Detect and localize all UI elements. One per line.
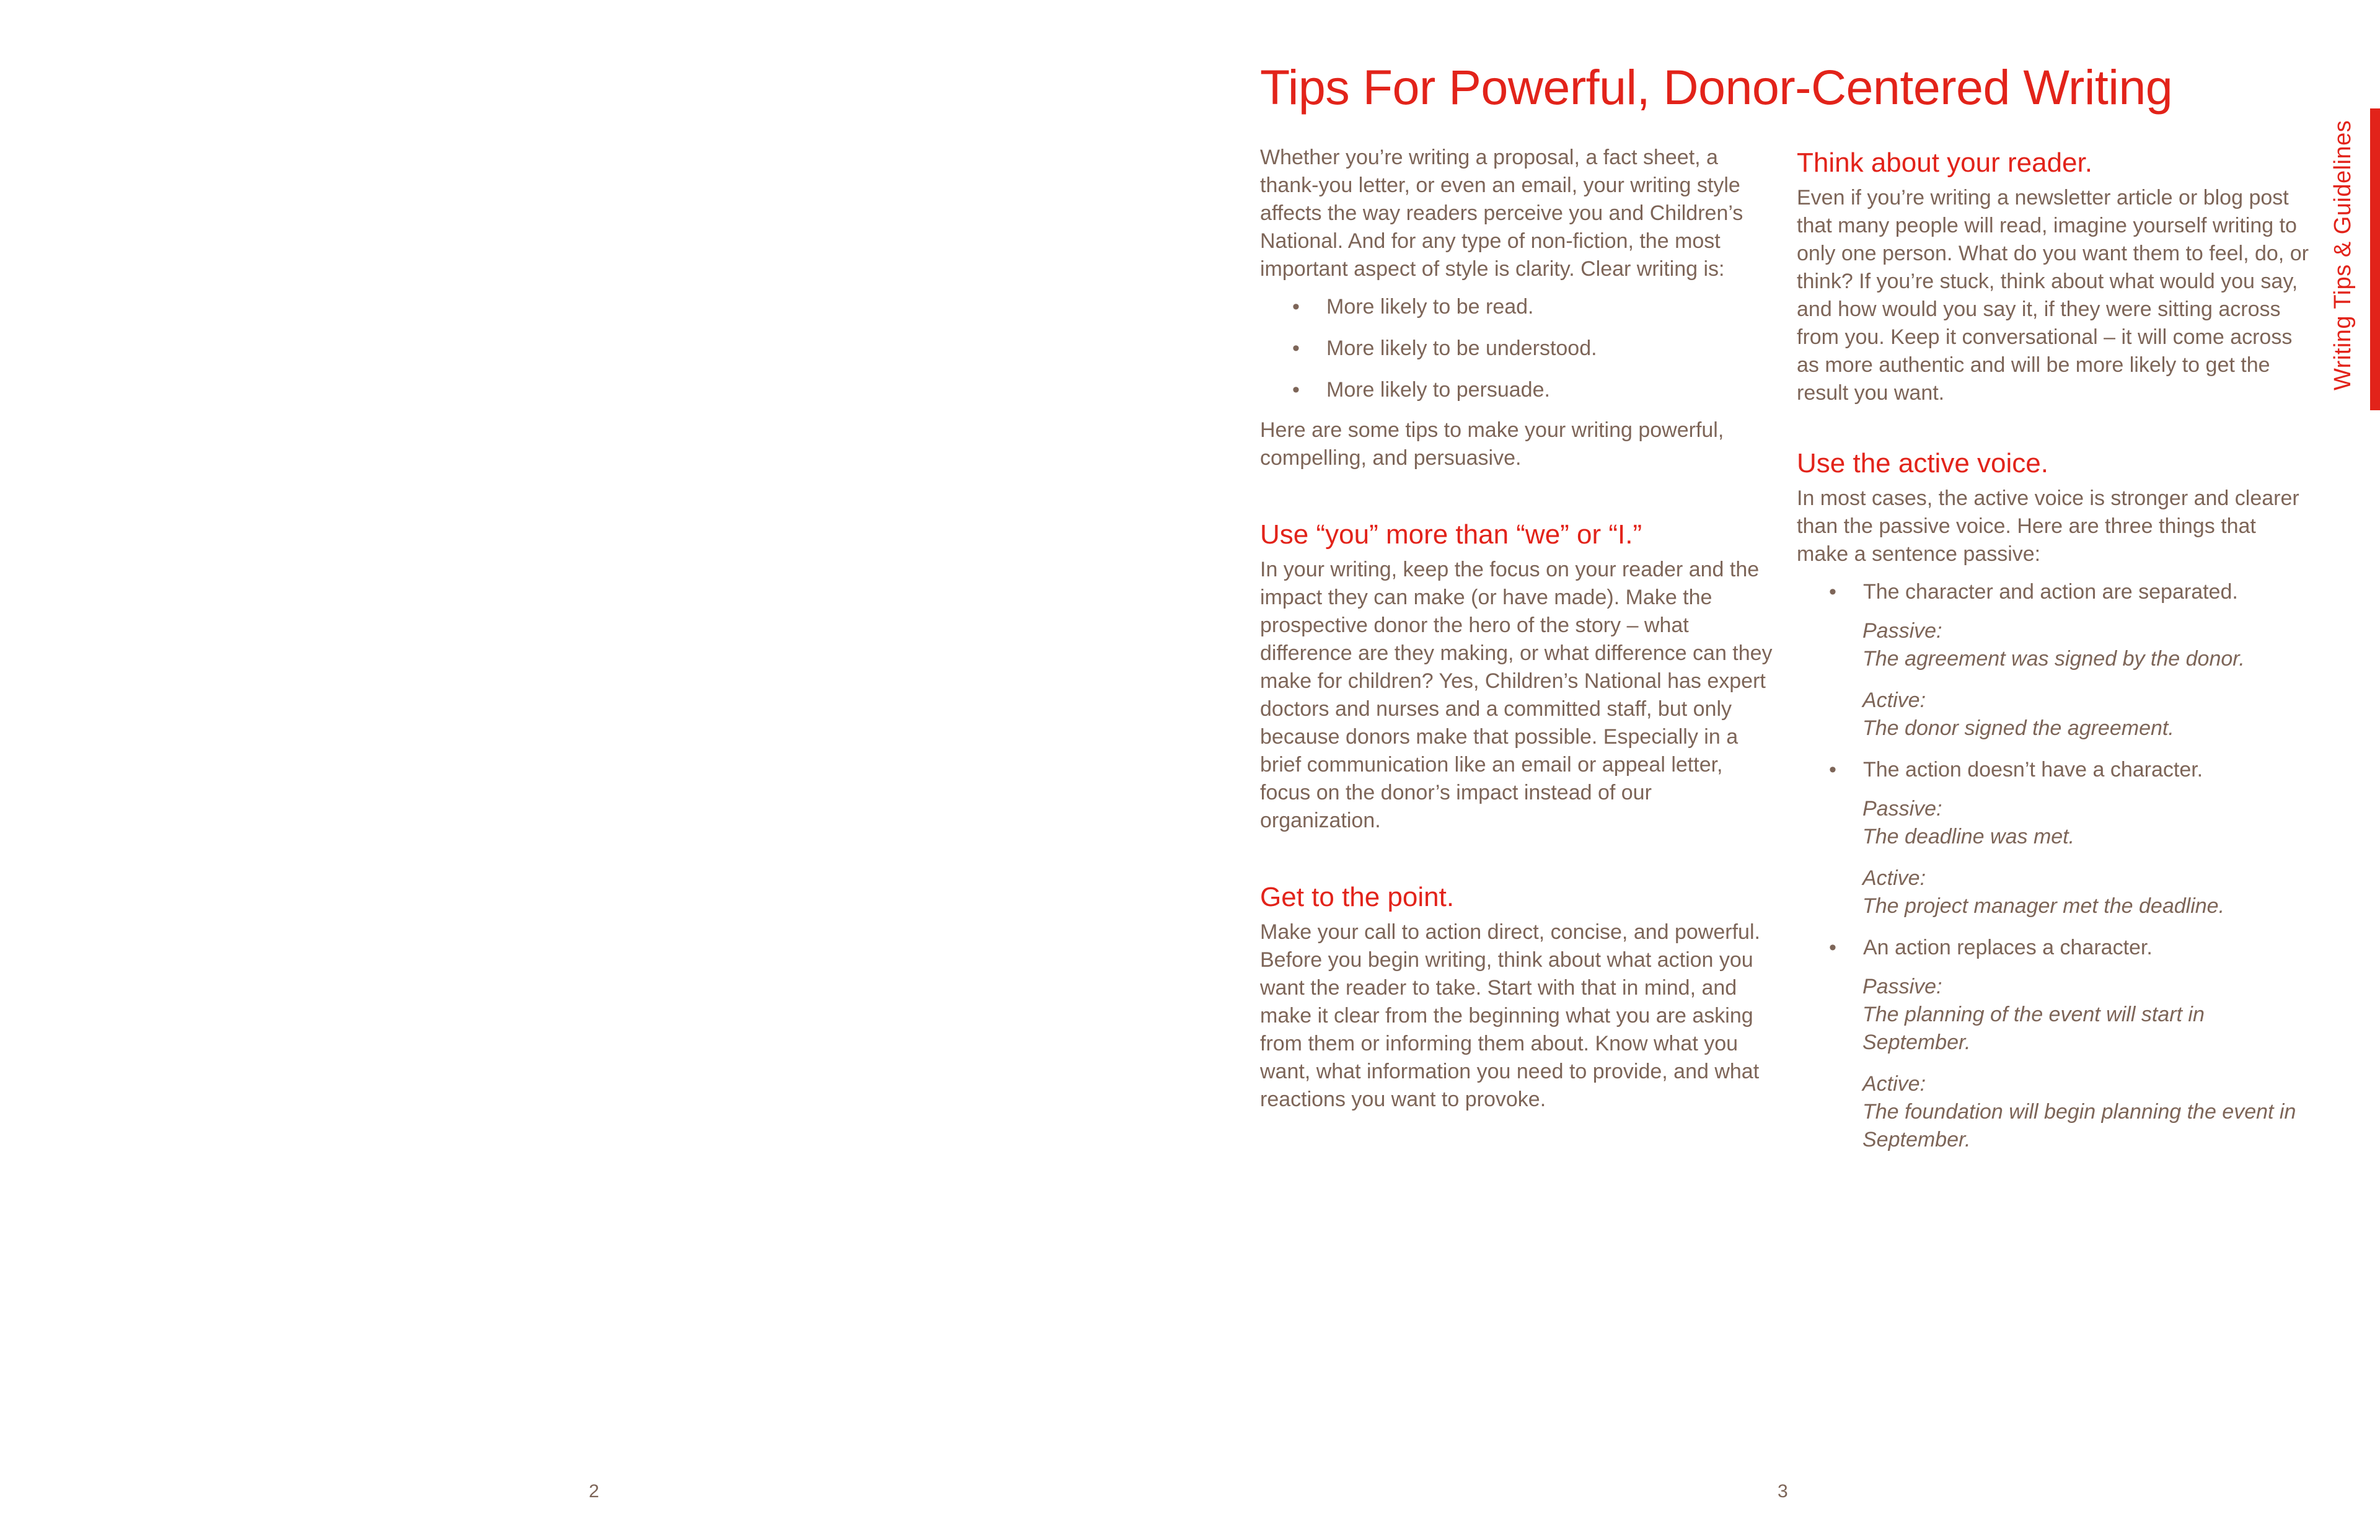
- example-passive: Passive: The agreement was signed by the donor.: [1862, 619, 2245, 671]
- section-body: Even if you’re writing a newsletter article or blog post that many people will read, imagine yourself writing to only one person. What do you want them to feel, do, or think? If you’re stuck, think about what would you say, and how would you say it, if they were sitting across from you. Keep it conversational – it will come across as more authentic and will be more likely to get the result you want.: [1797, 186, 2309, 405]
- bullet-icon: •: [1292, 337, 1300, 360]
- section-active-voice: [1797, 446, 2311, 1154]
- page-number-right: 3: [1778, 1481, 1788, 1502]
- page-number-left: 2: [589, 1481, 599, 1502]
- bullet-icon: •: [1292, 295, 1300, 319]
- page-title: Tips For Powerful, Donor-Centered Writing: [1260, 59, 2173, 115]
- section-heading: Think about your reader.: [1797, 147, 2092, 178]
- left-column: [1260, 144, 1774, 1114]
- section-body: In most cases, the active voice is stronger and clearer than the passive voice. Here are three things that make a sentence passive:: [1797, 486, 2299, 566]
- intro-closing: Here are some tips to make your writing powerful, compelling, and persuasive.: [1260, 418, 1724, 470]
- right-column: [1797, 146, 2311, 1154]
- example-active: Active: The donor signed the agreement.: [1862, 689, 2174, 740]
- passive-causes-list: [1797, 934, 2311, 962]
- passive-causes-list: [1797, 756, 2311, 784]
- section-heading: Get to the point.: [1260, 882, 1455, 912]
- section-heading: Use the active voice.: [1797, 448, 2048, 478]
- list-item: • The character and action are separated.: [1797, 578, 2311, 606]
- clarity-benefits-list: [1260, 293, 1774, 404]
- list-item: • More likely to be read.: [1260, 293, 1774, 321]
- bullet-icon: •: [1292, 378, 1300, 402]
- bullet-icon: •: [1829, 580, 1836, 604]
- section-tab-label: Writing Tips & Guidelines: [2330, 120, 2356, 390]
- list-item: • More likely to be understood.: [1260, 335, 1774, 363]
- list-item: • An action replaces a character.: [1797, 934, 2311, 962]
- section-body: Make your call to action direct, concise, and powerful. Before you begin writing, think about what action you want the reader to take. Start with that in mind, and make it clear from the beginning what you are asking from them or informing them about. Know what you want, what information you need to provide, and what reactions you want to provoke.: [1260, 920, 1760, 1111]
- bullet-icon: •: [1829, 758, 1836, 781]
- example-active: Active: The project manager met the deadline.: [1862, 866, 2225, 918]
- example-passive: Passive: The deadline was met.: [1862, 797, 2075, 848]
- section-you-more-than-we: [1260, 517, 1774, 835]
- section-body: In your writing, keep the focus on your reader and the impact they can make (or have made). Make the prospective donor the hero of the story – what difference are they making, or what difference can they make for children? Yes, Children’s National has expert doctors and nurses and a committed staff, but only because donors make that possible. Especially in a brief communication like an email or appeal letter, focus on the donor’s impact instead of our organization.: [1260, 558, 1773, 832]
- list-item: • The action doesn’t have a character.: [1797, 756, 2311, 784]
- section-heading: Use “you” more than “we” or “I.”: [1260, 519, 1642, 550]
- example-active: Active: The foundation will begin planning the event in September.: [1862, 1072, 2296, 1151]
- bullet-icon: •: [1829, 936, 1836, 959]
- passive-causes-list: [1797, 578, 2311, 606]
- section-think-reader: [1797, 146, 2311, 407]
- section-get-to-point: [1260, 880, 1774, 1114]
- example-passive: Passive: The planning of the event will start in September.: [1862, 975, 2205, 1054]
- intro-paragraph: Whether you’re writing a proposal, a fact sheet, a thank-you letter, or even an email, your writing style affects the way readers perceive you and Children’s National. And for any type of non-fiction, the most important aspect of style is clarity. Clear writing is:: [1260, 146, 1743, 281]
- list-item: • More likely to persuade.: [1260, 376, 1774, 404]
- section-tab-marker: [2370, 108, 2380, 410]
